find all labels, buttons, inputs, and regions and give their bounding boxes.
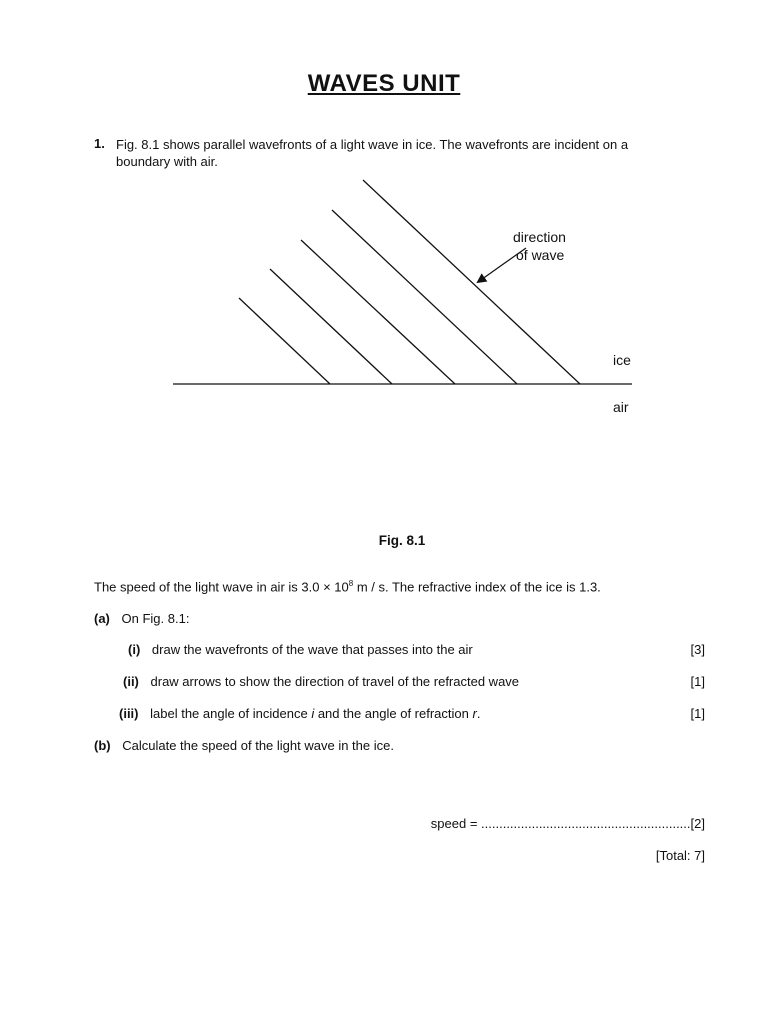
part-b-text: Calculate the speed of the light wave in the ice. [122,738,394,753]
medium-label-ice: ice [613,352,631,368]
part-b-mark: [2] [690,816,705,831]
medium-label-air: air [613,399,629,415]
wavefront-2 [270,269,392,384]
item-i-label: (i) [128,642,141,657]
item-i-text: draw the wavefronts of the wave that passes into the air [151,642,473,657]
speed-text: The speed of the light wave in air is 3.0 × 10 [94,579,349,595]
part-b [94,738,394,753]
index-text: m / s. The refractive index of the ice is 1.3. [353,579,601,595]
answer-prefix: speed = [430,816,482,831]
given-information [94,579,601,594]
wavefront-5 [363,180,580,384]
power-of-ten: 8 [348,579,354,588]
item-iii-label: (iii) [119,706,139,721]
item-iii-text-c: . [476,706,481,721]
item-iii-text-a: label the angle of incidence [150,706,312,721]
var-i: i [311,706,315,721]
item-iii-mark: [1] [690,706,705,721]
question-intro: Fig. 8.1 shows parallel wavefronts of a light wave in ice. The wavefronts are incident on a boundary with air. [116,137,629,169]
part-a-item-i [128,642,473,657]
part-a-item-ii [123,674,519,689]
item-i-mark: [3] [690,642,705,657]
wavefront-diagram [115,170,640,525]
figure-caption: Fig. 8.1 [378,533,426,548]
direction-label-line2: of wave [516,247,565,263]
item-iii-text [150,706,480,721]
page-title: WAVES UNIT [307,70,461,97]
var-r: r [472,706,477,721]
answer-dots[interactable]: .......................................................... [481,816,691,831]
part-b-label: (b) [94,738,111,753]
wavefront-1 [239,298,330,384]
part-a-text: On Fig. 8.1: [121,611,190,626]
item-ii-text: draw arrows to show the direction of travel of the refracted wave [150,674,520,689]
item-ii-label: (ii) [123,674,139,689]
direction-label-line1: direction [513,229,566,245]
figure-wavefronts [115,170,640,525]
question-number: 1. [94,136,105,151]
part-a [94,611,189,626]
total-marks: [Total: 7] [655,848,705,863]
item-iii-text-b: and the angle of refraction [314,706,473,721]
item-ii-mark: [1] [690,674,705,689]
wavefront-4 [332,210,517,384]
speed-answer-line[interactable] [431,816,705,831]
wavefront-3 [301,240,455,384]
part-a-item-iii [119,706,480,721]
part-a-label: (a) [94,611,110,626]
